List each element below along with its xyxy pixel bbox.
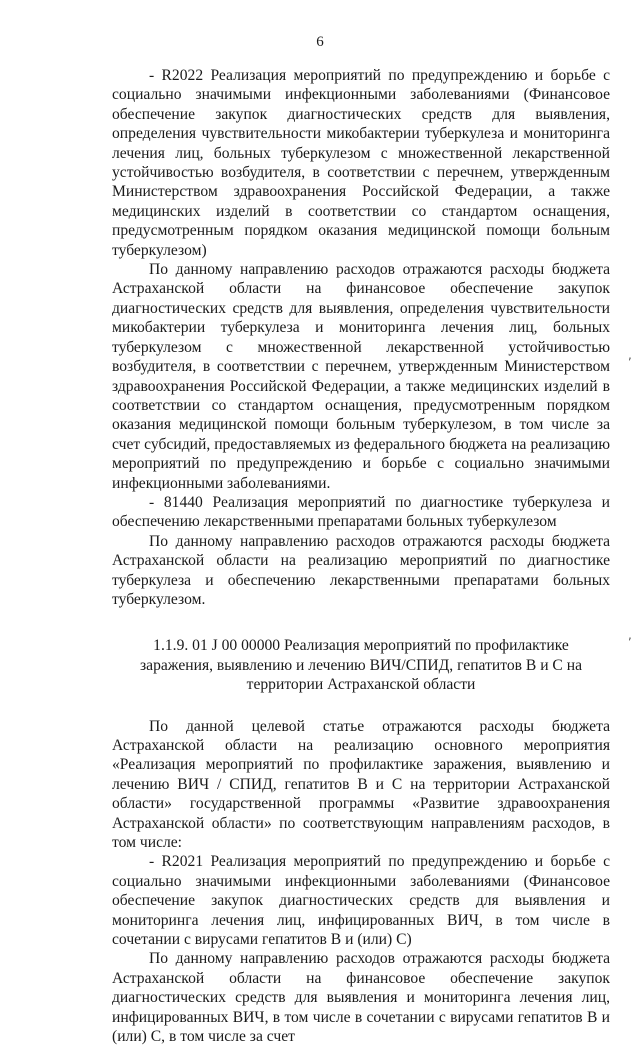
paragraph-section-intro: По данной целевой статье отражаются расходы бюджета Астраханской области на реализацию основного мероприятия «Реализация мероприятий по профилактике заражения, выявлению и лечению ВИЧ / СПИД, гепатитов В и С на территории Астраханской области» государственной программы «Развитие здравоохранения Астраханской области» по соответствующим направлениям расходов, в том числе: [112, 717, 610, 852]
paragraph-r2021-description: По данному направлению расходов отражаются расходы бюджета Астраханской области на финансовое обеспечение закупок диагностических средств для выявления и мониторинга лечения лиц, инфицированных ВИЧ, в том числе в сочетании с вирусами гепатитов В и (или) С, в том числе за счет [112, 950, 610, 1046]
scan-mark: , [628, 348, 632, 362]
paragraph-r2021: - R2021 Реализация мероприятий по предупреждению и борьбе с социально значимыми инфекционными заболеваниями (Финансовое обеспечение закупок диагностических средств для выявления и мониторинга лечения лиц, инфицированных ВИЧ, в том числе в сочетании с вирусами гепатитов В и (или) С) [112, 853, 610, 949]
paragraph-r2022-description: По данному направлению расходов отражаются расходы бюджета Астраханской области на финансовое обеспечение закупок диагностических средств для выявления, определения чувствительности микобактерии туберкулеза и мониторинга лечения лиц, больных туберкулезом с множественной лекарственной устойчивостью возбудителя, в соответствии с перечнем, утвержденным Министерством здравоохранения Российской Федерации, а также медицинских изделий в соответствии со стандартом оснащения, предусмотренным порядком оказания медицинской помощи больным туберкулезом, в том числе за счет субсидий, предоставляемых из федерального бюджета на реализацию мероприятий по предупреждению и борьбе с социально значимыми инфекционными заболеваниями. [112, 261, 610, 492]
paragraph-81440: - 81440 Реализация мероприятий по диагностике туберкулеза и обеспечению лекарственными препаратами больных туберкулезом [112, 493, 610, 531]
scan-mark: , [628, 628, 632, 642]
document-body [112, 66, 610, 1047]
page-number: 6 [316, 34, 324, 50]
paragraph-r2022: - R2022 Реализация мероприятий по предупреждению и борьбе с социально значимыми инфекционными заболеваниями (Финансовое обеспечение закупок диагностических средств для выявления, определения чувствительности микобактерии туберкулеза и мониторинга лечения лиц, больных туберкулезом с множественной лекарственной устойчивостью возбудителя, в соответствии с перечнем, утвержденным Министерством здравоохранения Российской Федерации, а также медицинских изделий в соответствии со стандартом оснащения, предусмотренным порядком оказания медицинской помощи больным туберкулезом) [112, 67, 610, 259]
section-heading: 1.1.9. 01 J 00 00000 Реализация мероприятий по профилактике заражения, выявлению и лечению ВИЧ/СПИД, гепатитов В и С на территории Астраханской области [139, 637, 582, 694]
paragraph-81440-description: По данному направлению расходов отражаются расходы бюджета Астраханской области на реализацию мероприятий по диагностике туберкулеза и обеспечению лекарственными препаратами больных туберкулезом. [112, 532, 610, 608]
